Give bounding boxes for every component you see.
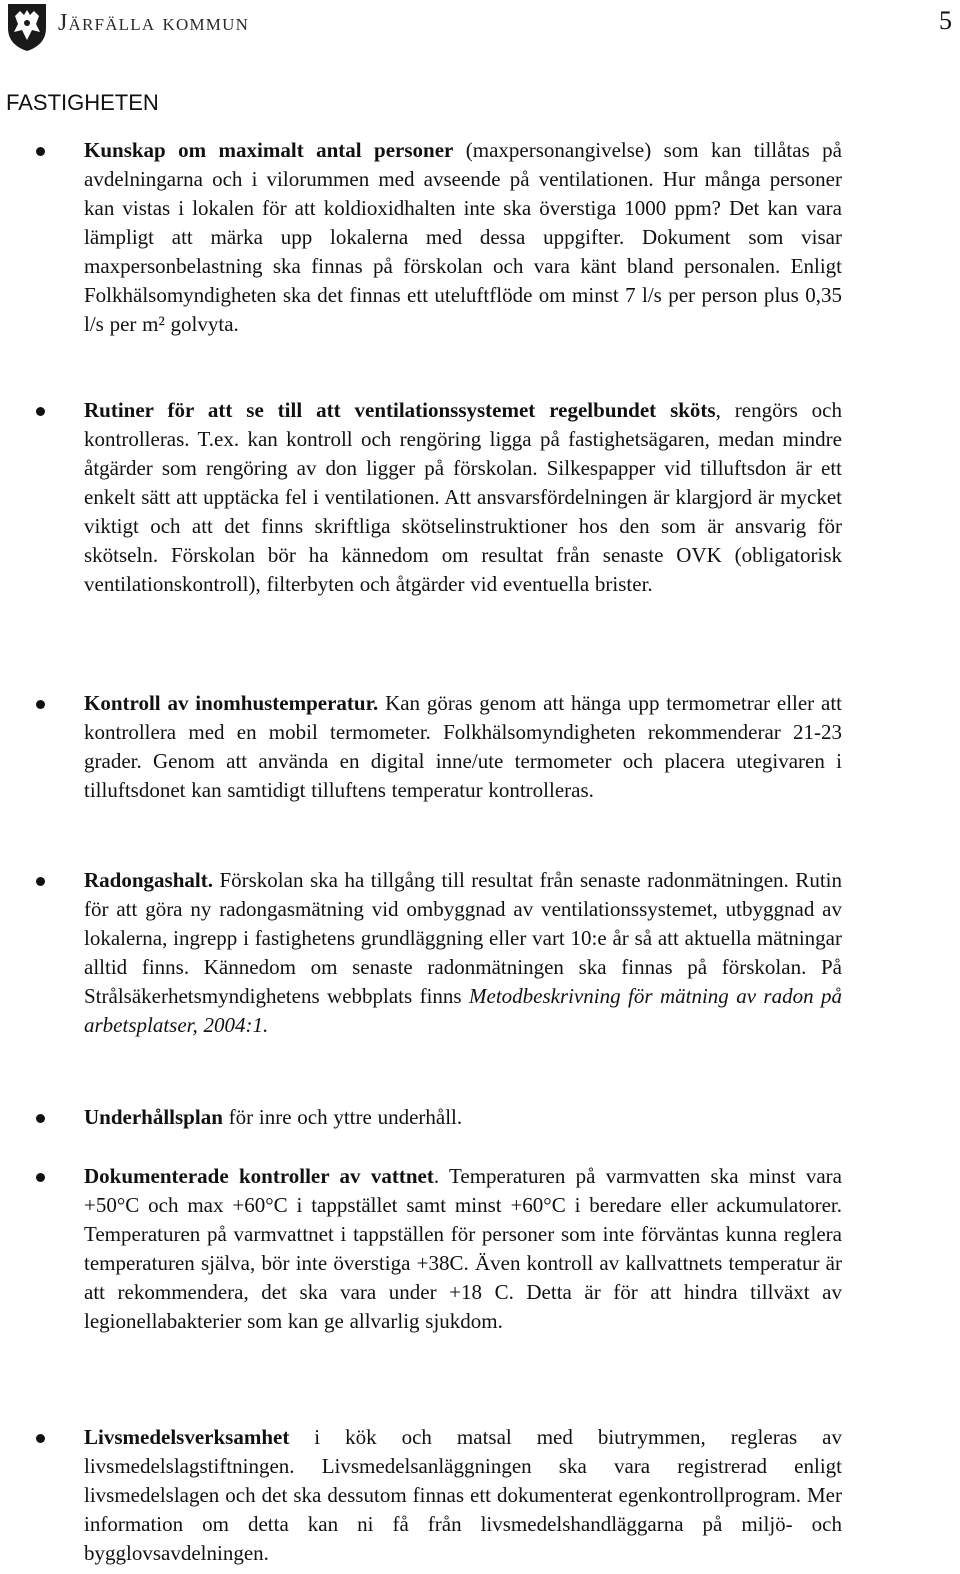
bullet-icon <box>36 1114 45 1123</box>
bullet-icon <box>36 407 45 416</box>
item-lead: Underhållsplan <box>84 1105 223 1129</box>
bullet-icon <box>36 147 45 156</box>
list-item <box>84 866 842 1040</box>
item-text: . Temperaturen på varmvatten ska minst vara +50°C och max +60°C i tappstället samt minst +60°C i beredare eller ackumulatorer. Temperaturen på varmvattnet i tappställen för personer som inte förväntas kunna reglera temperaturen själva, bör inte överstiga +38C. Även kontroll av kallvattnets temperatur är att rekommendera, det ska vara under +18 C. Detta är för att hindra tillväxt av legionellabakterier som kan ge allvarlig sjukdom. <box>84 1164 842 1333</box>
item-text: i kök och matsal med biutrymmen, regleras av livsmedelslagstiftningen. Livsmedelsanläggningen ska vara registrerad enligt livsmedelslagen och det ska dessutom finnas ett dokumenterat egenkontrollprogram. Mer information om detta kan ni få från livsmedelshandläggarna på miljö- och bygglovsavdelningen. <box>84 1425 842 1565</box>
item-paragraph <box>84 396 842 599</box>
list-item <box>84 1162 842 1336</box>
item-text: Förskolan ska ha tillgång till resultat från senaste radonmätningen. Rutin för att göra ny radongasmätning vid ombyggnad av ventilationssystemet, utbyggnad av lokalerna, ingrepp i fastighetens grundläggning eller vart 10:e år så att aktuella mätningar alltid finns. Kännedom om senaste radonmätningen ska finnas på förskolan. På Strålsäkerhetsmyndighetens webbplats finns <box>84 868 842 1008</box>
municipal-crest-icon <box>6 2 48 52</box>
item-text: för inre och yttre underhåll. <box>222 1105 463 1129</box>
item-lead: Radongashalt. <box>84 868 213 892</box>
item-paragraph <box>84 689 842 805</box>
bullet-icon <box>36 877 45 886</box>
page-header <box>0 0 960 56</box>
page-number: 5 <box>939 6 952 35</box>
item-paragraph <box>84 1162 842 1336</box>
item-lead: Rutiner för att se till att ventilationssystemet regelbundet sköts <box>84 398 716 422</box>
bullet-icon <box>36 1173 45 1182</box>
list-item <box>84 1423 842 1568</box>
list-item <box>84 136 842 339</box>
bullet-icon <box>36 1434 45 1443</box>
organization-name: Järfälla kommun <box>58 10 250 36</box>
item-lead: Livsmedelsverksamhet <box>84 1425 290 1449</box>
item-paragraph <box>84 136 842 339</box>
list-item <box>84 396 842 599</box>
item-lead: Dokumenterade kontroller av vattnet <box>84 1164 434 1188</box>
item-paragraph <box>84 866 842 1040</box>
list-item <box>84 689 842 805</box>
item-paragraph <box>84 1103 842 1132</box>
bullet-icon <box>36 700 45 709</box>
list-item <box>84 1103 842 1132</box>
item-text: Kan göras genom att hänga upp termometrar eller att kontrollera med en mobil termometer. Folkhälsomyndigheten rekommenderar 21-23 grader. Genom att använda en digital inne/ute termometer och placera utegivaren i tilluftsdonet kan samtidigt tilluftens temperatur kontrolleras. <box>84 691 842 802</box>
item-italic-reference: Metodbeskrivning för mätning av radon på arbetsplatser, 2004:1. <box>84 984 842 1037</box>
item-lead: Kunskap om maximalt antal personer <box>84 138 454 162</box>
item-paragraph <box>84 1423 842 1568</box>
item-text: , rengörs och kontrolleras. T.ex. kan kontroll och rengöring ligga på fastighetsägaren, medan mindre åtgärder som rengöring av don ligger på förskolan. Silkespapper vid tilluftsdon är ett enkelt sätt att upptäcka fel i ventilationen. Att ansvarsfördelningen är klargjord är mycket viktigt och att det finns skriftliga skötselinstruktioner hos den som är ansvarig för skötseln. Förskolan bör ha kännedom om resultat från senaste OVK (obligatorisk ventilationskontroll), filterbyten och åtgärder vid eventuella brister. <box>84 398 842 596</box>
item-lead: Kontroll av inomhustemperatur. <box>84 691 379 715</box>
item-text: (maxpersonangivelse) som kan tillåtas på avdelningarna och i vilorummen med avseende på ventilationen. Hur många personer kan vistas i lokalen för att koldioxidhalten inte ska överstiga 1000 ppm? Det kan vara lämpligt att märka upp lokalerna med dessa uppgifter. Dokument som visar maxpersonbelastning ska finnas på förskolan och vara känt bland personalen. Enligt Folkhälsomyndigheten ska det finnas ett uteluftflöde om minst 7 l/s per person plus 0,35 l/s per m² golvyta. <box>84 138 843 336</box>
section-title: FASTIGHETEN <box>6 90 159 115</box>
